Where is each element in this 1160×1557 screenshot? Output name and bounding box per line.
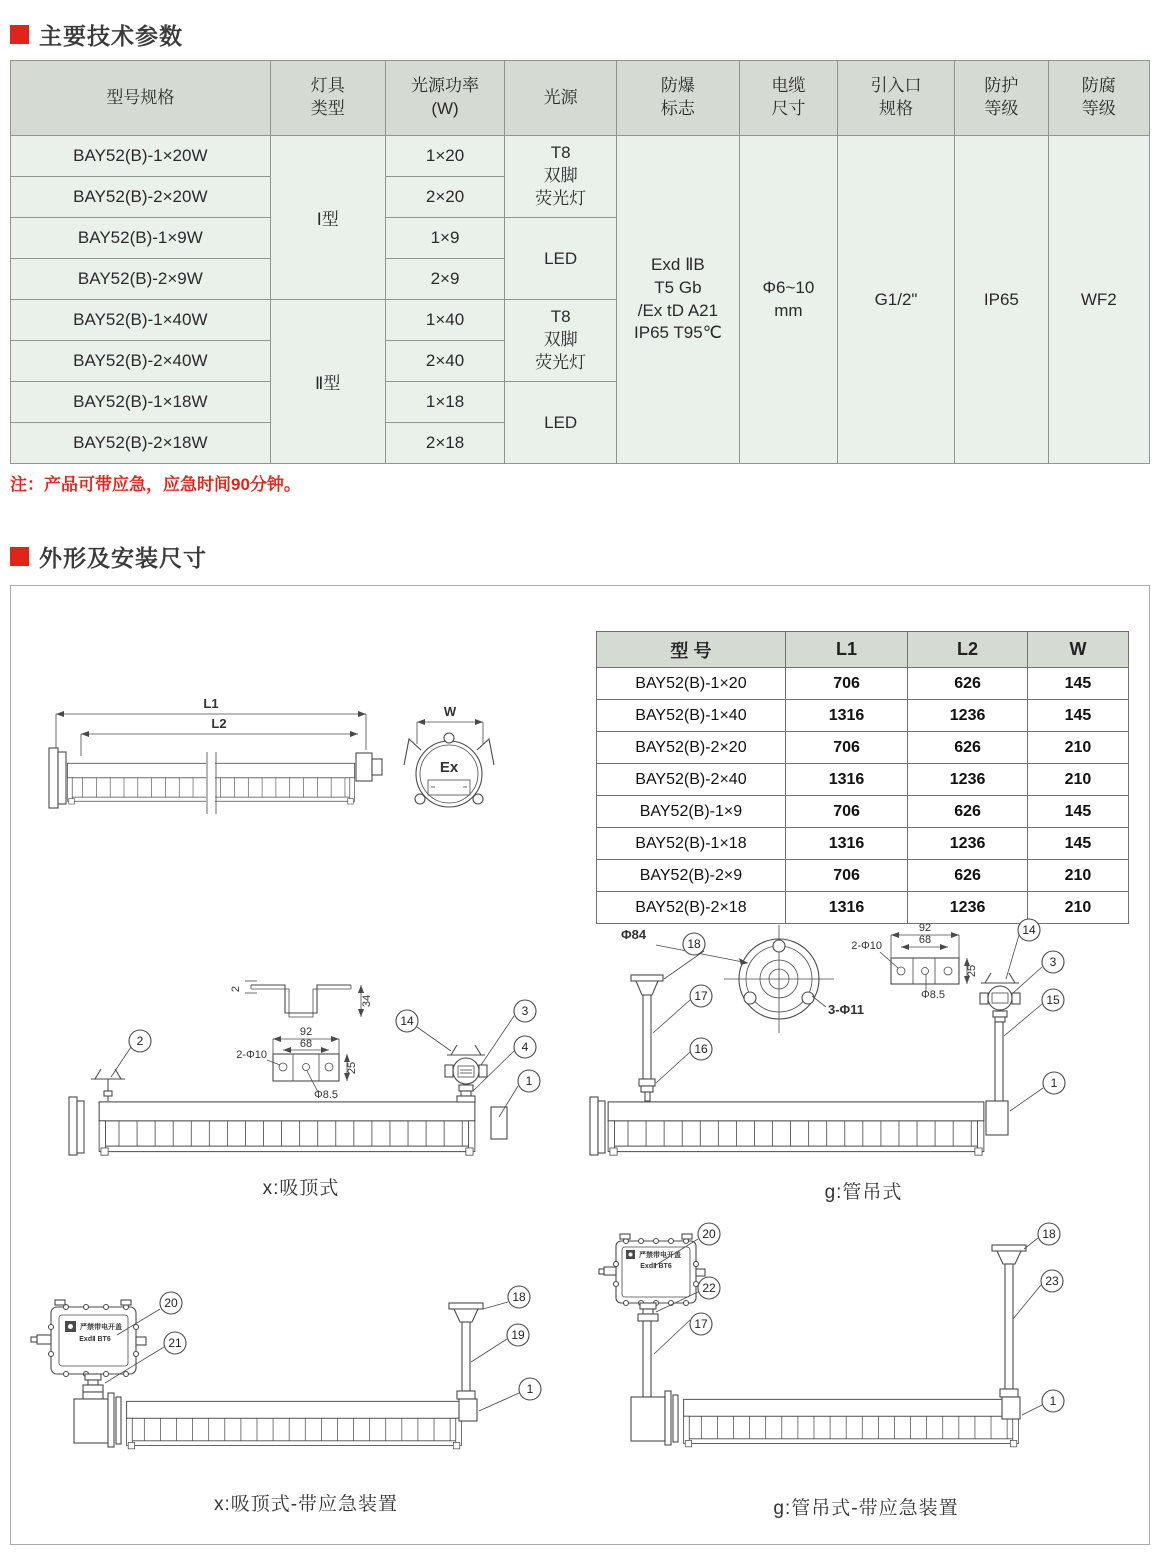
dim-plate-width: 92 — [918, 922, 932, 934]
cell-anticorrosion: WF2 — [1048, 136, 1149, 464]
spec-table — [10, 60, 1150, 464]
dim-model: BAY52(B)-1×20 — [597, 668, 786, 700]
cell-power: 1×9 — [385, 218, 505, 259]
ceiling-mount-emergency-drawing — [21, 1259, 591, 1484]
svg-text:14: 14 — [1022, 923, 1036, 937]
cell-source: T8 双脚 荧光灯 — [505, 300, 617, 382]
svg-text:4: 4 — [521, 1040, 529, 1054]
svg-text:18: 18 — [687, 937, 701, 951]
dim-model: BAY52(B)-2×20 — [597, 732, 786, 764]
dim-l2: 1236 — [908, 828, 1028, 860]
cell-power: 1×18 — [385, 382, 505, 423]
cell-power: 1×20 — [385, 136, 505, 177]
col-header-type: 灯具 类型 — [270, 61, 385, 136]
callout-pipe2 — [1041, 1270, 1063, 1292]
dimension-table — [596, 631, 1129, 924]
svg-text:14: 14 — [400, 1014, 414, 1028]
cell-power: 1×40 — [385, 300, 505, 341]
section-2-title: 外形及安装尺寸 — [39, 545, 207, 571]
col-header-entry: 引入口 规格 — [837, 61, 954, 136]
dim-w: 145 — [1027, 668, 1128, 700]
dim-label-l2: L2 — [211, 716, 227, 731]
cell-model: BAY52(B)-2×20W — [11, 177, 271, 218]
section-1-title: 主要技术参数 — [39, 23, 183, 49]
caption-pipe-pendant: g:管吊式 — [824, 1182, 903, 1203]
dim-w: 210 — [1027, 892, 1128, 924]
callout-clamp — [396, 1010, 418, 1032]
cell-model: BAY52(B)-1×40W — [11, 300, 271, 341]
col-header-power: 光源功率 (W) — [385, 61, 505, 136]
dim-col-w: W — [1027, 632, 1128, 668]
cell-model: BAY52(B)-2×9W — [11, 259, 271, 300]
cell-model: BAY52(B)-1×9W — [11, 218, 271, 259]
cell-type-1: Ⅰ型 — [270, 136, 385, 300]
outline-dimensions-panel — [10, 585, 1150, 1545]
callout-lamp — [519, 1378, 541, 1400]
dim-row — [597, 860, 1129, 892]
cell-type-2: Ⅱ型 — [270, 300, 385, 464]
cell-power: 2×40 — [385, 341, 505, 382]
cell-model: BAY52(B)-1×18W — [11, 382, 271, 423]
svg-text:3: 3 — [1049, 955, 1057, 969]
dim-w: 210 — [1027, 860, 1128, 892]
callout-emergency-box — [160, 1292, 182, 1314]
dim-row — [597, 764, 1129, 796]
callout-fitting — [164, 1332, 186, 1354]
callout-connector — [514, 1036, 536, 1058]
outline-dimension-drawing — [21, 686, 581, 886]
dim-plate-center-hole: Φ8.5 — [313, 1089, 339, 1101]
dim-row — [597, 668, 1129, 700]
dim-l1: 1316 — [785, 764, 907, 796]
cell-model: BAY52(B)-2×18W — [11, 423, 271, 464]
dim-row — [597, 732, 1129, 764]
dim-label-w: W — [443, 704, 457, 719]
dim-model: BAY52(B)-1×9 — [597, 796, 786, 828]
dim-label-l1: L1 — [203, 696, 219, 711]
dim-plate-height: 25 — [966, 964, 978, 978]
dim-plate-holes: 2-Φ10 — [236, 1049, 267, 1061]
dim-row — [597, 828, 1129, 860]
col-header-model: 型号规格 — [11, 61, 271, 136]
caption-pipe-pendant-emergency: g:管吊式-带应急装置 — [773, 1498, 959, 1519]
svg-text:16: 16 — [694, 1042, 708, 1056]
callout-pipe2 — [1042, 989, 1064, 1011]
caption-ceiling-mount-emergency: x:吸顶式-带应急装置 — [213, 1494, 399, 1515]
dim-model: BAY52(B)-2×18 — [597, 892, 786, 924]
dim-col-l2: L2 — [908, 632, 1028, 668]
col-header-cable: 电缆 尺寸 — [739, 61, 837, 136]
dim-w: 210 — [1027, 764, 1128, 796]
emergency-box-mark: ExdⅡ BT6 — [79, 1336, 111, 1343]
dim-z-height: 34 — [361, 994, 373, 1008]
dim-l2: 626 — [908, 860, 1028, 892]
dim-l1: 706 — [785, 668, 907, 700]
cell-model: BAY52(B)-2×40W — [11, 341, 271, 382]
dim-w: 145 — [1027, 796, 1128, 828]
col-header-anticorrosion: 防腐 等级 — [1048, 61, 1149, 136]
svg-text:17: 17 — [694, 1317, 708, 1331]
dim-l2: 626 — [908, 732, 1028, 764]
svg-text:20: 20 — [164, 1296, 178, 1310]
cell-ip: IP65 — [955, 136, 1048, 464]
ex-marking-label: Ex — [439, 759, 459, 776]
cell-cable: Φ6~10 mm — [739, 136, 837, 464]
dim-l1: 706 — [785, 732, 907, 764]
dim-l2: 1236 — [908, 892, 1028, 924]
callout-pipe — [690, 985, 712, 1007]
dim-z-thickness: 2 — [230, 985, 242, 993]
svg-text:1: 1 — [525, 1074, 533, 1088]
dim-w: 145 — [1027, 700, 1128, 732]
svg-text:17: 17 — [694, 989, 708, 1003]
svg-text:1: 1 — [1049, 1394, 1057, 1408]
cell-exmark: Exd ⅡB T5 Gb /Ex tD A21 IP65 T95℃ — [616, 136, 739, 464]
emergency-box-warning: 严禁带电开盖 — [639, 1252, 681, 1259]
callout-junction-box — [1042, 951, 1064, 973]
callout-canopy — [508, 1286, 530, 1308]
dim-l1: 706 — [785, 796, 907, 828]
dim-w: 145 — [1027, 828, 1128, 860]
dim-plate-inner: 68 — [918, 934, 932, 946]
dim-row — [597, 700, 1129, 732]
callout-junction-box — [514, 1000, 536, 1022]
spec-row — [11, 136, 1150, 177]
svg-text:18: 18 — [1042, 1227, 1056, 1241]
pipe-pendant-emergency-drawing — [576, 1219, 1156, 1487]
svg-text:2: 2 — [136, 1034, 144, 1048]
svg-text:15: 15 — [1046, 993, 1060, 1007]
svg-text:3: 3 — [521, 1004, 529, 1018]
emergency-note: 注：产品可带应急，应急时间90分钟。 — [10, 475, 301, 494]
dim-model: BAY52(B)-2×9 — [597, 860, 786, 892]
dim-plate-inner: 68 — [299, 1038, 313, 1050]
cell-model: BAY52(B)-1×20W — [11, 136, 271, 177]
dim-l2: 626 — [908, 668, 1028, 700]
svg-text:21: 21 — [168, 1336, 182, 1350]
callout-fitting — [698, 1277, 720, 1299]
svg-text:18: 18 — [512, 1290, 526, 1304]
callout-pipe — [690, 1313, 712, 1335]
section-marker-icon — [10, 25, 29, 44]
dim-plate-holes: 2-Φ10 — [851, 940, 882, 952]
dim-flange-holes: 3-Φ11 — [828, 1002, 864, 1017]
dim-plate-center-hole: Φ8.5 — [920, 989, 946, 1001]
emergency-box-warning: 严禁带电开盖 — [80, 1324, 122, 1331]
cell-source: T8 双脚 荧光灯 — [505, 136, 617, 218]
section-2-heading — [10, 540, 207, 573]
dim-model: BAY52(B)-1×40 — [597, 700, 786, 732]
col-header-ip: 防护 等级 — [955, 61, 1048, 136]
callout-union — [690, 1038, 712, 1060]
dim-flange-diameter: Φ84 — [621, 927, 647, 942]
svg-text:19: 19 — [511, 1328, 525, 1342]
svg-text:1: 1 — [1050, 1076, 1058, 1090]
cell-source: LED — [505, 382, 617, 464]
dim-l1: 1316 — [785, 828, 907, 860]
ceiling-mount-drawing — [21, 951, 581, 1181]
callout-lamp — [1043, 1072, 1065, 1094]
cell-power: 2×9 — [385, 259, 505, 300]
dim-plate-height: 25 — [346, 1061, 358, 1075]
dim-model: BAY52(B)-1×18 — [597, 828, 786, 860]
section-1-heading — [10, 18, 183, 51]
callout-clamp — [1018, 919, 1040, 941]
callout-lamp — [1042, 1390, 1064, 1412]
svg-text:1: 1 — [526, 1382, 534, 1396]
dim-header-row — [597, 632, 1129, 668]
dim-plate-width: 92 — [299, 1026, 313, 1038]
callout-lamp — [518, 1070, 540, 1092]
dim-l1: 1316 — [785, 892, 907, 924]
svg-text:22: 22 — [702, 1281, 716, 1295]
cell-power: 2×18 — [385, 423, 505, 464]
dim-model: BAY52(B)-2×40 — [597, 764, 786, 796]
callout-canopy — [1038, 1223, 1060, 1245]
cell-entry: G1/2" — [837, 136, 954, 464]
emergency-box-mark: ExdⅡ BT6 — [640, 1263, 672, 1270]
section-marker-icon — [10, 547, 29, 566]
dim-row — [597, 796, 1129, 828]
dim-col-model: 型 号 — [597, 632, 786, 668]
callout-canopy — [683, 933, 705, 955]
cell-power: 2×20 — [385, 177, 505, 218]
col-header-exmark: 防爆 标志 — [616, 61, 739, 136]
dim-w: 210 — [1027, 732, 1128, 764]
dim-col-l1: L1 — [785, 632, 907, 668]
dim-l1: 1316 — [785, 700, 907, 732]
callout-emergency-box — [698, 1223, 720, 1245]
caption-ceiling-mount: x:吸顶式 — [262, 1178, 340, 1199]
cell-source: LED — [505, 218, 617, 300]
svg-text:20: 20 — [702, 1227, 716, 1241]
col-header-source: 光源 — [505, 61, 617, 136]
dim-l2: 1236 — [908, 700, 1028, 732]
dim-l1: 706 — [785, 860, 907, 892]
spec-header-row — [11, 61, 1150, 136]
callout-bracket — [129, 1030, 151, 1052]
dim-l2: 1236 — [908, 764, 1028, 796]
svg-text:23: 23 — [1045, 1274, 1059, 1288]
pipe-pendant-drawing — [576, 901, 1151, 1173]
callout-pipe — [507, 1324, 529, 1346]
dim-l2: 626 — [908, 796, 1028, 828]
